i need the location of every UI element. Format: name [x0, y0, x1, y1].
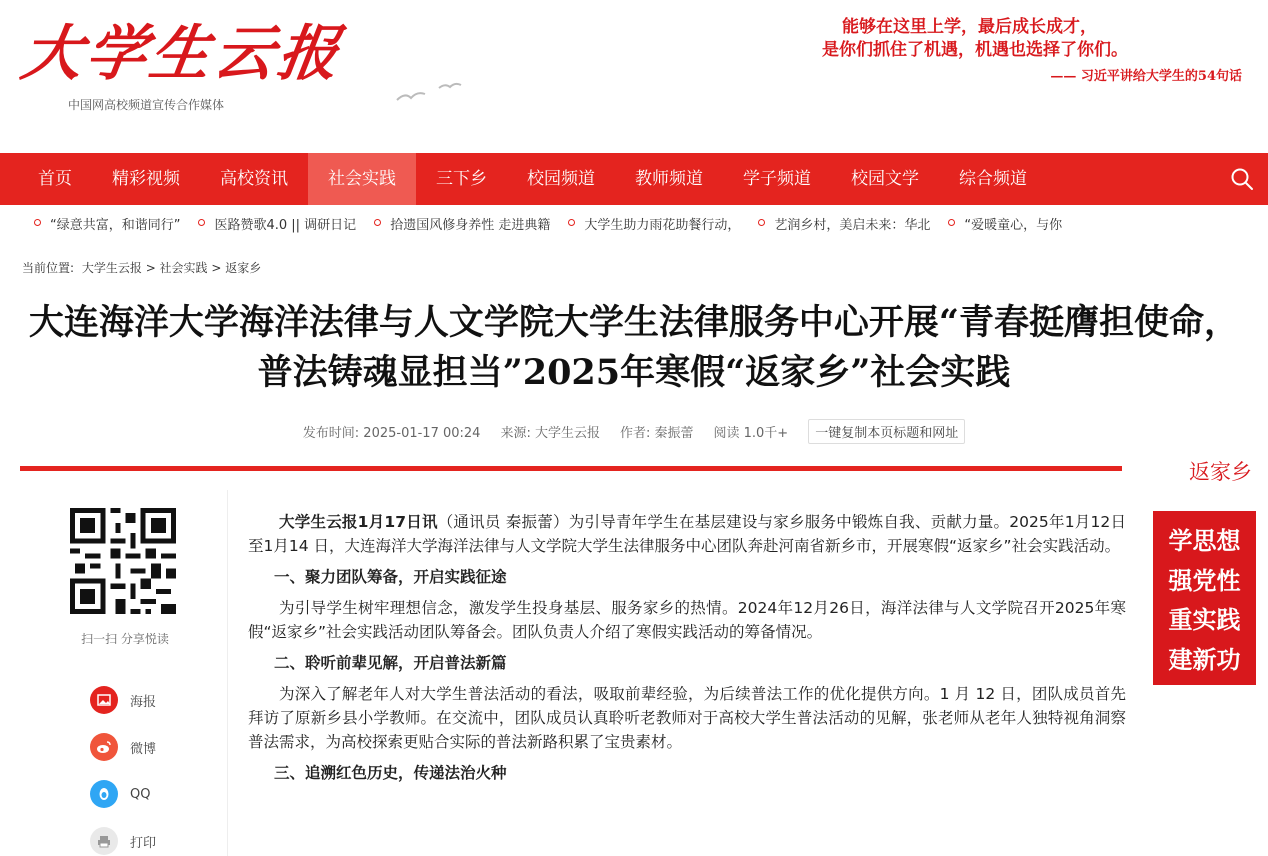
nav-videos[interactable]: 精彩视频: [112, 169, 180, 189]
slogan-line: 重实践: [1168, 605, 1241, 635]
breadcrumb: [22, 259, 265, 276]
section-heading: 二、聆听前辈见解，开启普法新篇: [274, 654, 507, 672]
dateline: 大学生云报1月17日讯: [279, 513, 438, 531]
title-divider: [20, 466, 1122, 471]
nav-campus-literature[interactable]: 校园文学: [851, 169, 919, 189]
article-author: 作者: 秦振蕾: [619, 425, 694, 441]
share-label: 海报: [130, 694, 157, 710]
slogan-line: 建新功: [1168, 644, 1241, 674]
logo-text[interactable]: 大学生云报: [17, 19, 347, 89]
article-paragraph: 为深入了解老年人对大学生普法活动的看法，吸取前辈经验，为后续普法工作的优化提供方向。1 月 12 日，团队成员首先拜访了原新乡县小学教师。在交流中，团队成员认真聆听老教师对于高校大学生普法活动的见解，张老师从老年人独特视角洞察普法需求，为高校探索更贴合实际的普法新路积累了宝贵素材。: [248, 685, 1126, 751]
share-qq-button[interactable]: [90, 780, 150, 808]
slogan-banner[interactable]: [1153, 511, 1256, 685]
share-poster-button[interactable]: [90, 686, 156, 714]
nav-student-channel[interactable]: 学子频道: [743, 169, 811, 189]
section-heading: 一、聚力团队筹备，开启实践征途: [274, 568, 507, 586]
print-button[interactable]: [90, 827, 156, 855]
publish-time: 发布时间: 2025-01-17 00:24: [302, 425, 481, 441]
nav-campus-news[interactable]: 高校资讯: [220, 169, 288, 189]
article-title: 大连海洋大学海洋法律与人文学院大学生法律服务中心开展“青春挺膺担使命，普法铸魂显担当”2025年寒假“返家乡”社会实践: [28, 302, 1240, 393]
category-tag[interactable]: 返家乡: [1189, 460, 1252, 484]
scan-share-text: 扫一扫 分享悦读: [81, 632, 169, 646]
slogan-line: 强党性: [1168, 565, 1241, 595]
nav-social-practice[interactable]: 社会实践: [308, 153, 416, 205]
ticker-item[interactable]: 大学生助力雨花助餐行动，: [550, 214, 740, 233]
weibo-icon: [90, 733, 118, 761]
share-label: 微博: [130, 741, 157, 757]
breadcrumb-path[interactable]: 大学生云报 > 社会实践 > 返家乡: [81, 261, 262, 275]
share-weibo-button[interactable]: [90, 733, 156, 761]
ticker-item[interactable]: “绿意共富，和谐同行”: [0, 214, 180, 233]
site-logo[interactable]: [17, 14, 347, 94]
share-label: QQ: [130, 786, 151, 802]
quote-line-2: 是你们抓住了机遇，机遇也选择了你们。: [822, 40, 1128, 60]
nav-home[interactable]: 首页: [38, 169, 72, 189]
nav-teacher-channel[interactable]: 教师频道: [635, 169, 703, 189]
quote-author: —— 习近平讲给大学生的54句话: [1050, 69, 1242, 84]
nav-campus-channel[interactable]: 校园频道: [527, 169, 595, 189]
search-icon[interactable]: [1230, 167, 1254, 191]
header-quote: [822, 16, 1242, 84]
breadcrumb-label: 当前位置:: [22, 261, 75, 275]
news-ticker: [0, 205, 1268, 241]
copy-title-url-button[interactable]: 一键复制本页标题和网址: [808, 419, 965, 444]
article-paragraph: [248, 510, 1126, 558]
section-heading: 三、追溯红色历史，传递法治火种: [274, 764, 507, 782]
qr-code-icon: [70, 508, 176, 614]
logo-subtitle: 中国网高校频道宣传合作媒体: [68, 98, 225, 112]
printer-icon: [90, 827, 118, 855]
qq-icon: [90, 780, 118, 808]
ticker-item[interactable]: “爱暖童心，与你: [930, 214, 1062, 233]
share-sidebar: [22, 490, 228, 856]
ticker-item[interactable]: 拾遗国风修身养性 走进典籍: [356, 214, 550, 233]
article-body: [248, 510, 1126, 792]
article-source: 来源: 大学生云报: [500, 425, 600, 441]
article-paragraph: 为引导学生树牢理想信念，激发学生投身基层、服务家乡的热情。2024年12月26日，海洋法律与人文学院召开2025年寒假“返家乡”社会实践活动团队筹备会。团队负责人介绍了寒假实践活动的筹备情况。: [248, 599, 1126, 641]
nav-three-to-countryside[interactable]: 三下乡: [436, 169, 487, 189]
share-label: 打印: [130, 835, 157, 851]
site-header: [0, 0, 1268, 153]
ticker-item[interactable]: 医路赞歌4.0 || 调研日记: [180, 214, 356, 233]
image-icon: [90, 686, 118, 714]
birds-decoration: [395, 78, 475, 108]
paragraph-text: （通讯员 秦振蕾）为引导青年学生在基层建设与家乡服务中锻炼自我、贡献力量。2025年1月12日至1月14 日，大连海洋大学海洋法律与人文学院大学生法律服务中心团队奔赴河南省新乡市，开展寒假“返家乡”社会实践活动。: [248, 513, 1126, 555]
ticker-item[interactable]: 艺润乡村，美启未来：华北: [740, 214, 930, 233]
article-meta: [0, 418, 1268, 444]
quote-line-1: 能够在这里上学，最后成长成才，: [842, 17, 1097, 37]
nav-general-channel[interactable]: 综合频道: [959, 169, 1027, 189]
main-nav: [0, 153, 1268, 205]
read-count: 阅读 1.0千+: [713, 425, 789, 441]
slogan-line: 学思想: [1168, 526, 1241, 556]
